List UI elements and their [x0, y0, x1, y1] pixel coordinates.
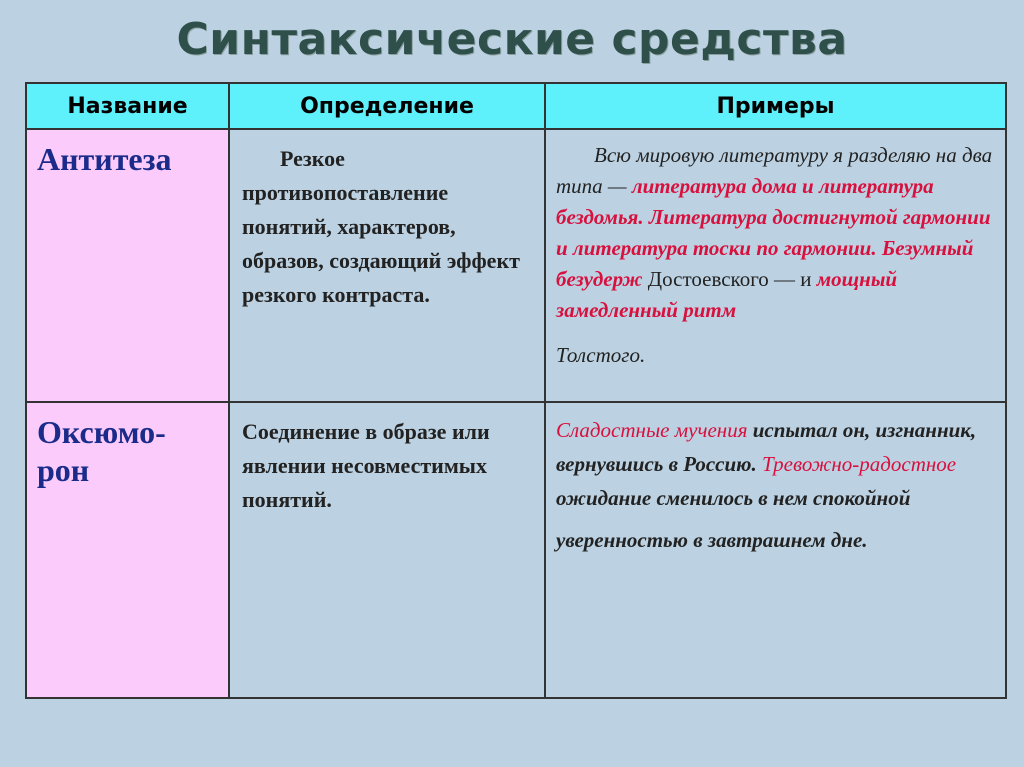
example-highlight-2: мощный замедленный ритм [556, 267, 898, 323]
table-row [26, 402, 1006, 698]
term-antithesis: Антитеза [37, 141, 172, 178]
name-cell [26, 402, 229, 698]
name-cell [26, 129, 229, 402]
table-header-row [26, 83, 1006, 129]
table-row [26, 129, 1006, 402]
example-plain-2: Достоевского — и [642, 267, 817, 292]
example-plain-3: уверенностью в завтрашнем дне. [556, 528, 868, 553]
definition-antithesis: Резкое противопоставление понятий, характеров, образов, создающий эффект резкого контраста. [242, 146, 520, 308]
example-plain-2: ожидание сменилось в нем спокойной [556, 486, 911, 511]
definition-oxymoron: Соединение в образе или явлении несовместимых понятий. [242, 419, 490, 513]
term-oxymoron: Оксюмо- рон [37, 414, 166, 489]
header-definition: Определение [229, 83, 545, 129]
example-highlight-1: литература дома и литература бездомья. Литература достигнутой гармонии и литература тоски по гармонии. Безумный безудерж [556, 174, 991, 292]
example-plain-3: Толстого. [556, 343, 646, 368]
definition-cell [229, 402, 545, 698]
definition-text [242, 142, 532, 312]
example-plain-1: Всю мировую литературу я разделяю на два типа — [556, 143, 993, 199]
devices-table [25, 82, 1007, 699]
header-name: Название [26, 83, 229, 129]
slide-title: Синтаксические средства [176, 14, 848, 65]
example-oxymoron [556, 413, 995, 557]
example-cell [545, 402, 1006, 698]
example-cell [545, 129, 1006, 402]
example-highlight-2: Тревожно-радостное [762, 452, 957, 477]
definition-cell [229, 129, 545, 402]
example-plain-1: испытал он, изгнанник, вернувшись в Россию. [556, 418, 977, 477]
example-highlight-1: Сладостные мучения [556, 418, 748, 443]
example-antithesis [556, 140, 995, 371]
header-examples: Примеры [545, 83, 1006, 129]
